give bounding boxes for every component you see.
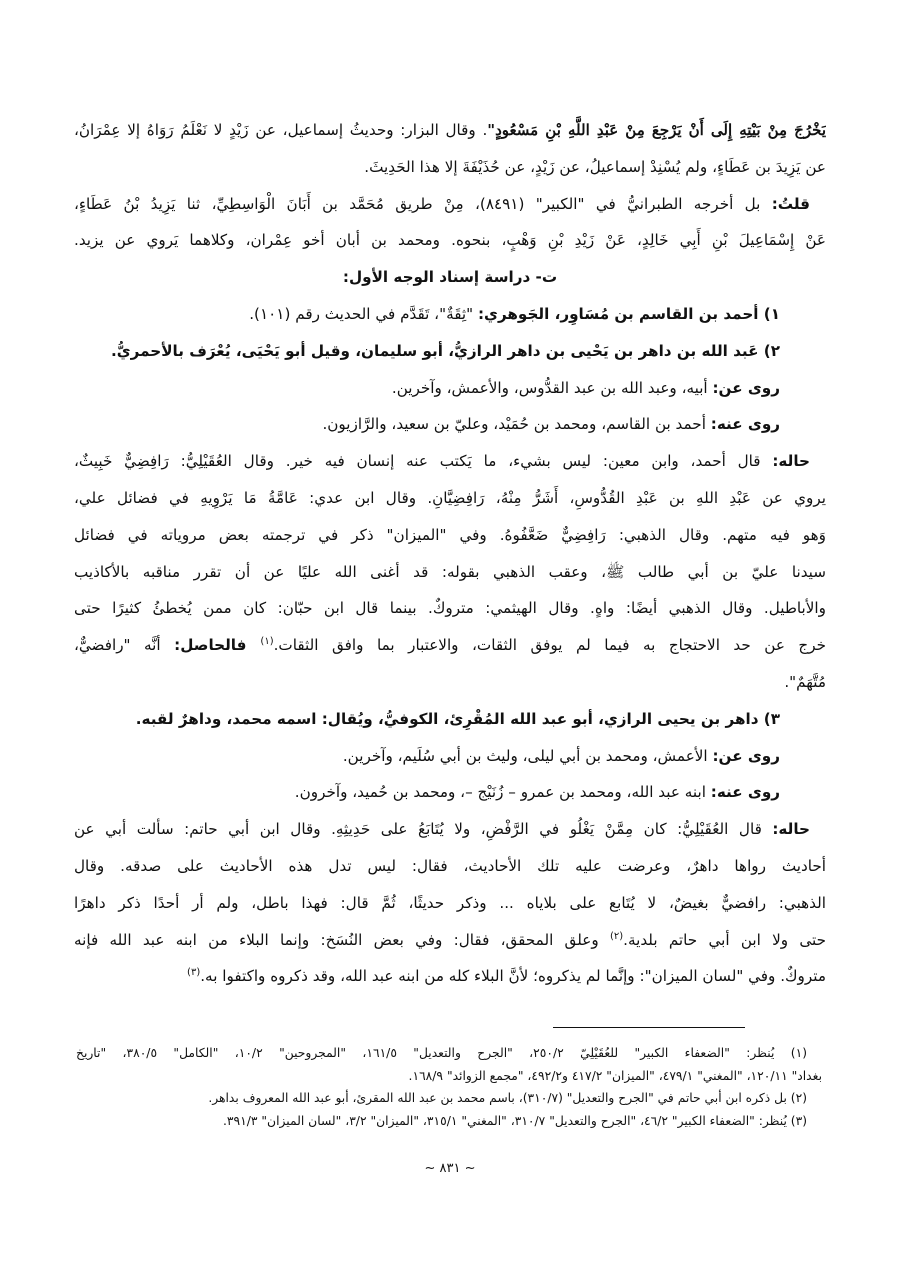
footnote-ref: (٣)	[187, 967, 201, 979]
text-line: يَخْرُجَ مِنْ بَيْتِهِ إِلَى أَنْ يَرْجِعَ مِنْ عَبْدِ اللَّهِ بْنِ مَسْعُودٍ". وقال البزار: وحديثُ إسماعيل، عن زَيْدٍ لا نَعْلَمُ رَوَاهُ إلا عِمْرَانُ،	[74, 121, 826, 139]
text-line: مُتَّهَمٌ".	[784, 672, 826, 691]
text-line: الذهبي: رافضيٌّ بغيضٌ، لا يُتَابع على بلاياه ... وذكر حديثًا، ثُمَّ قال: فهذا باطل، ولم أر أحدًا ذكر داهرًا	[74, 893, 826, 912]
note-label: قلتُ:	[771, 194, 810, 213]
hadith-quote: يَخْرُجَ مِنْ بَيْتِهِ إِلَى أَنْ يَرْجِعَ مِنْ عَبْدِ اللَّهِ بْنِ مَسْعُودٍ"	[487, 121, 826, 139]
text-line: عَنْ إِسْمَاعِيلَ بْنِ أَبِي خَالِدٍ، عَنْ زَيْدِ بْنِ وَهْبٍ، بنحوه. ومحمد بن أبان أخو عِمْران، وكلاهما يَروي عن يزيد.	[74, 231, 826, 250]
text-line: أحاديث رواها داهرٌ، وعرضت عليه تلك الأحاديث، فقال: ليس تدل هذه الأحاديث على صدقه. وقال	[74, 856, 826, 875]
narrator-heading: ١) أحمد بن القاسم بن مُسَاوِر، الجَوهري: "ثِقَةٌ"، تَقَدَّم في الحديث رقم (١٠١).	[249, 304, 780, 323]
footnote-ref: (١)	[260, 636, 274, 648]
narrator-heading: ٣) داهر بن يحيى الرازي، أبو عبد الله المُقْرِئ، الكوفيُّ، ويُقال: اسمه محمد، وداهرٌ لقبه.	[135, 709, 780, 728]
page-number: ~ ٨٣١ ~	[424, 1161, 476, 1176]
text-line: حاله: قال أحمد، وابن معين: ليس بشيء، ما يَكتب عنه إنسان فيه خير. وقال العُقَيْلِيُّ: رَافِضِيٌّ خَبِيثٌ،	[74, 452, 810, 471]
main-text	[74, 112, 826, 995]
text-line: حاله: قال العُقَيْلِيُّ: كان مِمَّنْ يَغْلُو في الرَّفْضِ، ولا يُتَابَعُ على حَدِيثِهِ. وقال ابن أبي حاتم: سألت أبي عن	[74, 820, 810, 839]
text-line: عن يَزِيدَ بن عَطَاءٍ، ولم يُسْنِدْ إسماعيلُ، عن زَيْدٍ، عن حُذَيْفَةَ إلا هذا الحَدِيثَ.	[364, 157, 826, 176]
text-line: يروي عن عَبْدِ اللهِ بن عَبْدِ القُدُّوسِ، أَشَرُّ مِنْهُ، رَافِضِيَّانِ. وقال ابن عدي: عَامَّةُ مَا يَرْوِيهِ في فضائل علي،	[74, 488, 826, 507]
section-heading: ت- دراسة إسناد الوجه الأول:	[342, 268, 558, 287]
footnote: بغداد" ١٢٠/١١، "المغني" ٤٧٩/١، "الميزان" ٤١٧/٢ و٤٩٢/٢، "مجمع الزوائد" ١٦٨/٩.	[408, 1068, 822, 1083]
footnotes	[76, 1042, 822, 1132]
footnote: (٢) بل ذكره ابن أبي حاتم في "الجرح والتعديل" (٣١٠/٧)، باسم محمد بن عبد الله المقرئ، أبو عبد الله المعروف بداهر.	[208, 1091, 807, 1105]
text-line: قلتُ: بل أخرجه الطبرانيُّ في "الكبير" (٨٤٩١)، مِنْ طريق مُحَمَّد بن أَبَانَ الْوَاسِطِيِّ، ثنا يَزِيدُ بْنُ عَطَاءٍ،	[74, 194, 810, 213]
footnote: (١) يُنظر: "الضعفاء الكبير" للعُقَيْلِيّ ٢٥٠/٢، "الجرح والتعديل" ١٦١/٥، "المجروحين" ١٠/٢، "الكامل" ٣٨٠/٥، "تاريخ	[76, 1046, 807, 1060]
footnote-ref: (٢)	[609, 930, 624, 942]
text-line: روى عن: أبيه، وعبد الله بن عبد القدُّوس، والأعمش، وآخرين.	[391, 378, 780, 397]
narrator-heading: ٢) عَبد الله بن داهر بن يَحْيى بن داهر الرازيُّ، أبو سليمان، وقيل أبو يَحْيَى، يُعْرَف بالأحمريُّ.	[110, 341, 780, 360]
text-line: روى عنه: أحمد بن القاسم، ومحمد بن حُمَيْد، وعليّ بن سعيد، والرَّازيون.	[322, 415, 780, 434]
text-line: والأباطيل. وقال الذهبي أيضًا: واهٍ. وقال الهيثمي: متروكٌ. بينما قال ابن حبّان: كان ممن يُخطئُ كثيرًا حتى	[74, 599, 826, 618]
text-line: روى عنه: ابنه عبد الله، ومحمد بن عمرو – زُنَيْج –، ومحمد بن حُميد، وآخرون.	[294, 783, 780, 802]
text-line: وَهو فيه متهم. وقال الذهبي: رَافِضِيٌّ ضَعَّفُوهُ. وفي "الميزان" ذكر في ترجمته بعض مروياته في فضائل	[74, 525, 826, 544]
text-line: متروكٌ. وفي "لسان الميزان": وإنَّما لم يذكروه؛ لأنَّ البلاء كله من ابنه عبد الله، وقد ذكروه واكتفوا به.$^{(٣)}$	[187, 967, 826, 986]
text-line: خرج عن حد الاحتجاج به فيما لم يوفق الثقات، والاعتبار بما وافق الثقات.$^{(١)}$ فالحاصل: أنَّه "رافضيٌّ،	[74, 636, 826, 655]
text-line: روى عن: الأعمش، ومحمد بن أبي ليلى، وليث بن أبي سُلَيم، وآخرين.	[342, 746, 780, 765]
text-line: سيدنا عليّ بن أبي طالب ﷺ، وعقب الذهبي بقوله: قد أغنى الله عليًا عن أن تقرر مناقبه بالأكاذيب	[74, 562, 826, 581]
footnote-divider	[553, 1027, 745, 1028]
footnote: (٣) يُنظر: "الضعفاء الكبير" ٤٦/٢، "الجرح والتعديل" ٣١٠/٧، "المغني" ٣١٥/١، "الميزان" ٣/٢، "لسان الميزان" ٣٩١/٣.	[223, 1113, 807, 1128]
text-line: حتى ولا ابن أبي حاتم بلدية.$^{(٢)}$ وعلق المحقق، فقال: وفي بعض النُسَخ: وإنما البلاء من ابنه عبد الله فإنه	[74, 930, 826, 949]
